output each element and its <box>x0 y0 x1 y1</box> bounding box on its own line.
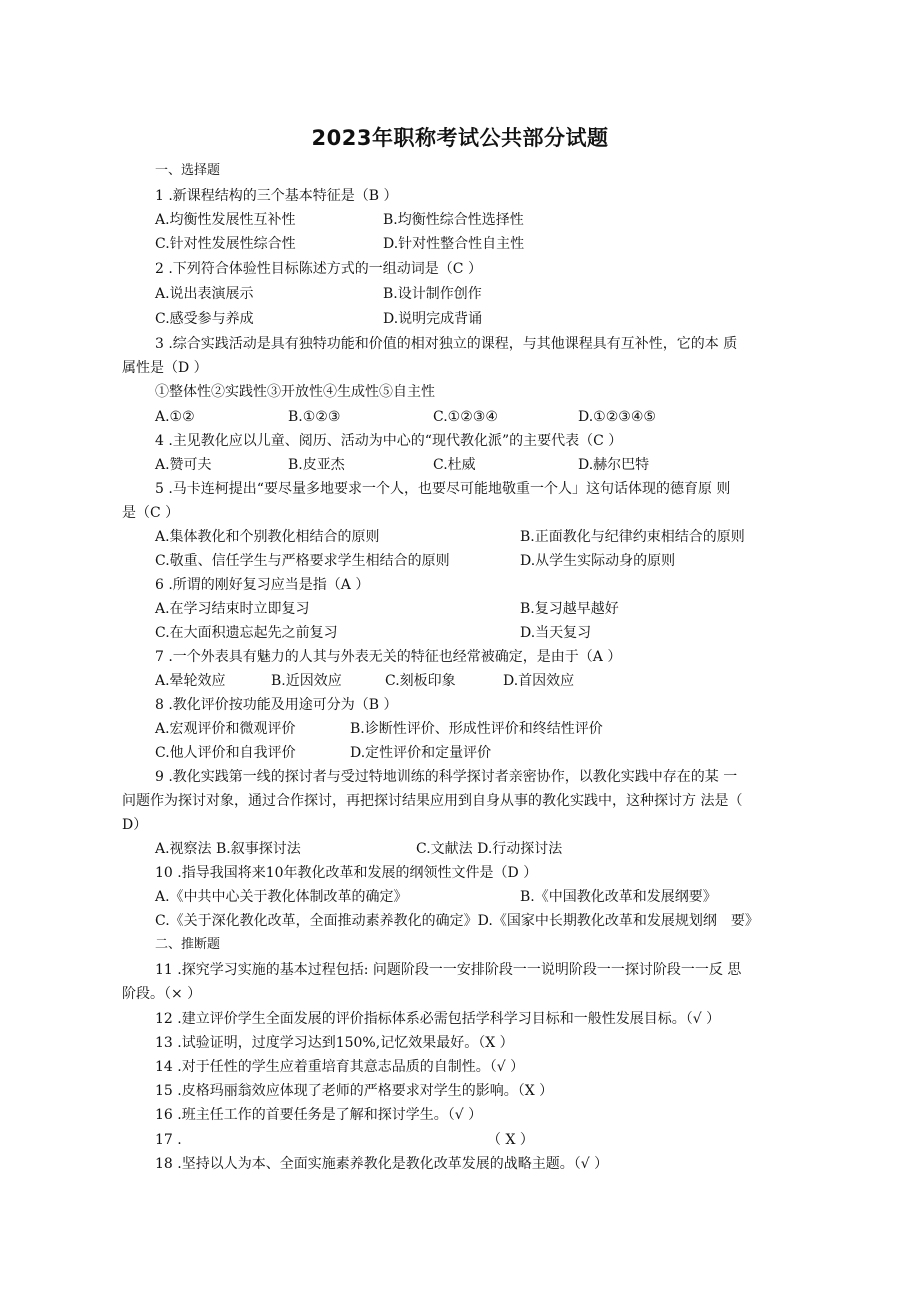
question-9-stem-cont: 问题作为探讨对象，通过合作探讨，再把探讨结果应用到自身从事的教化实践中，这种探讨方 法是（ <box>122 793 743 809</box>
question-1-stem: 1 .新课程结构的三个基本特征是（B ） <box>155 188 398 204</box>
question-1-option-b: B.均衡性综合性选择性 <box>383 212 524 228</box>
question-9-stem: 9 .教化实践第一线的探讨者与受过特地训练的科学探讨者亲密协作，以教化实践中存在的某 一 <box>155 769 738 785</box>
question-6-option-a: A.在学习结束时立即复习 <box>155 601 310 617</box>
question-7-stem: 7 .一个外表具有魅力的人其与外表无关的特征也经常被确定，是由于（A ） <box>155 649 622 665</box>
question-7-option-c: C.刻板印象 <box>385 673 456 689</box>
question-3-option-a: A.①② <box>155 409 195 425</box>
question-3-option-c: C.①②③④ <box>433 409 498 425</box>
question-6-option-d: D.当天复习 <box>520 625 592 641</box>
question-1-option-d: D.针对性整合性自主性 <box>383 236 525 252</box>
question-9-options-ab: A.视察法 B.叙事探讨法 <box>155 841 301 857</box>
question-6-option-b: B.复习越早越好 <box>520 601 619 617</box>
question-1-option-a: A.均衡性发展性互补性 <box>155 212 296 228</box>
question-8-stem: 8 .教化评价按功能及用途可分为（B ） <box>155 697 398 713</box>
judgement-12: 12 .建立评价学生全面发展的评价指标体系必需包括学科学习目标和一般性发展目标。（√ ） <box>155 1011 721 1027</box>
question-8-option-b: B.诊断性评价、形成性评价和终结性评价 <box>350 721 603 737</box>
question-4-option-d: D.赫尔巴特 <box>578 457 650 473</box>
question-5-stem-cont: 是（C ） <box>122 505 180 521</box>
question-2-option-b: B.设计制作创作 <box>383 286 482 302</box>
question-2-stem: 2 .下列符合体验性目标陈述方式的一组动词是（C ） <box>155 261 482 277</box>
question-10-option-a: A.《中共中心关于教化体制改革的确定》 <box>155 889 408 905</box>
judgement-14: 14 .对于任性的学生应着重培育其意志品质的自制性。（√ ） <box>155 1059 525 1075</box>
page-title: 2023年职称考试公共部分试题 <box>311 126 609 150</box>
question-3-stem: 3 .综合实践活动是具有独特功能和价值的相对独立的课程，与其他课程具有互补性，它的本 质 <box>155 336 738 352</box>
judgement-11-stem: 11 .探究学习实施的基本过程包括: 问题阶段一一安排阶段一一说明阶段一一探讨阶段一一反 思 <box>155 962 742 978</box>
question-7-option-d: D.首因效应 <box>503 673 575 689</box>
judgement-16: 16 .班主任工作的首要任务是了解和探讨学生。（√ ） <box>155 1107 483 1123</box>
question-9-stem-answer: D） <box>122 817 148 833</box>
question-4-option-a: A.赞可夫 <box>155 457 212 473</box>
section-heading-choice: 一、选择题 <box>155 163 221 178</box>
question-5-stem: 5 .马卡连柯提出“要尽量多地要求一个人，也要尽可能地敬重一个人」这句话体现的德育原 则 <box>155 481 731 497</box>
question-5-option-c: C.敬重、信任学生与严格要求学生相结合的原则 <box>155 553 450 569</box>
judgement-18: 18 .坚持以人为本、全面实施素养教化是教化改革发展的战略主题。（√ ） <box>155 1156 609 1172</box>
judgement-11-stem-cont: 阶段。（× ） <box>122 986 202 1002</box>
question-4-stem: 4 .主见教化应以儿童、阅历、活动为中心的“现代教化派”的主要代表（C ） <box>155 433 623 449</box>
question-4-option-c: C.杜威 <box>433 457 476 473</box>
question-5-option-a: A.集体教化和个别教化相结合的原则 <box>155 529 380 545</box>
question-1-option-c: C.针对性发展性综合性 <box>155 236 296 252</box>
section-heading-judgement: 二、推断题 <box>155 937 221 952</box>
question-10-option-b: B.《中国教化改革和发展纲要》 <box>520 889 717 905</box>
question-6-stem: 6 .所谓的刚好复习应当是指（A ） <box>155 577 370 593</box>
question-2-option-a: A.说出表演展示 <box>155 286 254 302</box>
question-3-items: ①整体性②实践性③开放性④生成性⑤自主性 <box>155 384 435 400</box>
question-6-option-c: C.在大面积遗忘起先之前复习 <box>155 625 338 641</box>
question-3-stem-cont: 属性是（D ） <box>122 360 208 376</box>
question-2-option-c: C.感受参与养成 <box>155 311 254 327</box>
question-8-option-a: A.宏观评价和微观评价 <box>155 721 296 737</box>
question-10-options-cd: C.《关于深化教化改革，全面推动素养教化的确定》D.《国家中长期教化改革和发展规划纲 要》 <box>155 913 759 929</box>
judgement-17-number: 17 . <box>155 1132 182 1148</box>
judgement-13: 13 .试验证明，过度学习达到150%,记忆效果最好。（X ） <box>155 1035 514 1051</box>
question-5-option-d: D.从学生实际动身的原则 <box>520 553 676 569</box>
judgement-17-answer: （ X ） <box>487 1132 534 1148</box>
question-8-option-d: D.定性评价和定量评价 <box>350 745 492 761</box>
question-8-option-c: C.他人评价和自我评价 <box>155 745 296 761</box>
question-7-option-a: A.晕轮效应 <box>155 673 226 689</box>
question-3-option-b: B.①②③ <box>288 409 341 425</box>
question-9-options-cd: C.文献法 D.行动探讨法 <box>416 841 563 857</box>
question-5-option-b: B.正面教化与纪律约束相结合的原则 <box>520 529 745 545</box>
question-4-option-b: B.皮亚杰 <box>288 457 345 473</box>
question-3-option-d: D.①②③④⑤ <box>578 409 656 425</box>
judgement-15: 15 .皮格玛丽翁效应体现了老师的严格要求对学生的影响。（X ） <box>155 1083 554 1099</box>
question-10-stem: 10 .指导我国将来10年教化改革和发展的纲领性文件是（D ） <box>155 865 538 881</box>
question-2-option-d: D.说明完成背诵 <box>383 311 483 327</box>
question-7-option-b: B.近因效应 <box>271 673 342 689</box>
